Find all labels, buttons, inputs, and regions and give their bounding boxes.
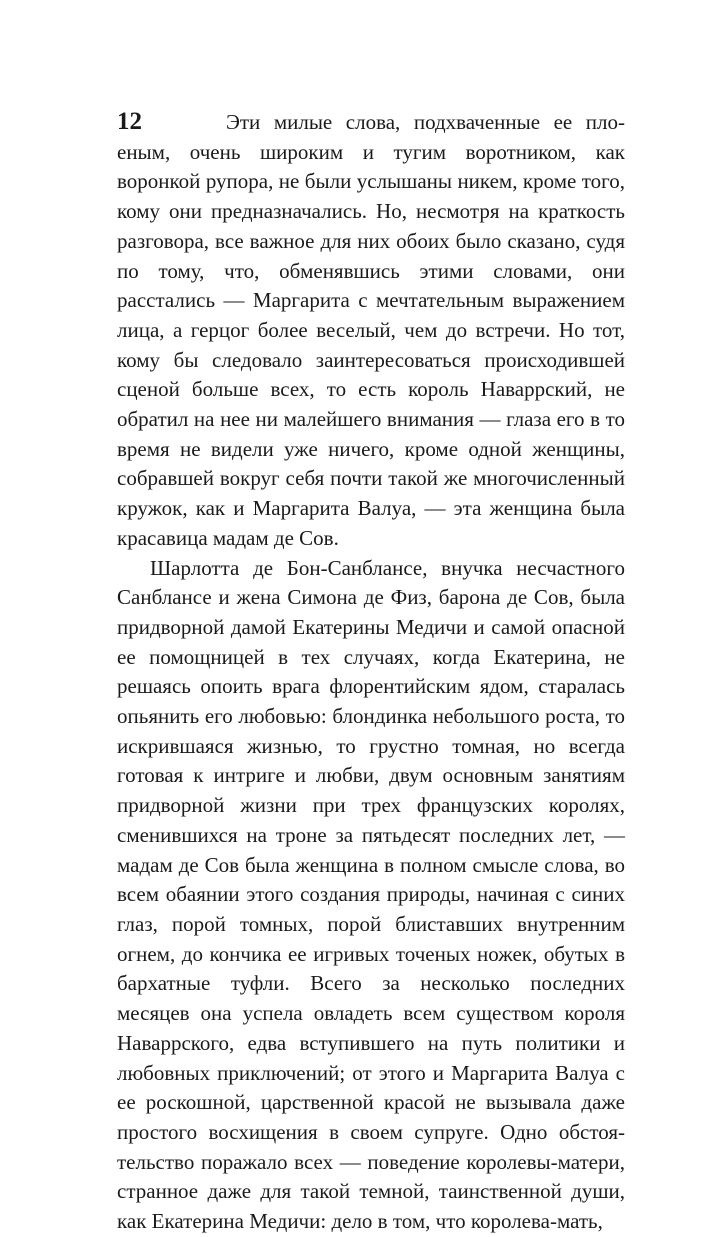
body-text (117, 108, 625, 1237)
paragraph-1: Эти милые слова, подхваченные ее плоеным, очень широким и тугим воротником, как воронкой рупора, не были услышаны никем, кроме того, кому они предназначались. Но, несмотря на краткость разговора, все важное для них обоих было сказано, судя по тому, что, обменявшись этими словами, они расстались — Маргарита с мечтательным выражением лица, а герцог более веселый, чем до встречи. Но тот, кому бы следовало заинтересоваться происходившей сценой больше всех, то есть король Наваррский, не обратил на нее ни малейшего внимания — глаза его в то время не видели уже ничего, кроме одной женщины, собравшей вокруг себя почти такой же многочисленный кружок, как и Маргарита Валуа, — эта женщина была красавица мадам де Сов. (117, 110, 625, 550)
page-number: 12 (117, 108, 142, 135)
paragraph-2: Шарлотта де Бон-Санблансе, внучка несчастного Санблансе и жена Симона де Физ, барона де Сов, была придворной дамой Екатерины Медичи и самой опасной ее помощницей в тех случаях, когда Екатерина, не решаясь опоить врага флорентийским ядом, старалась опьянить его любовью: блондинка небольшого роста, то искрившаяся жизнью, то грустно томная, но всегда готовая к интриге и любви, двум основным занятиям придворной жизни при трех французских королях, сменившихся на троне за пятьдесят последних лет, — мадам де Сов была женщина в полном смысле слова, во всем обаянии этого создания природы, начиная с синих глаз, порой томных, порой блиставших внутренним огнем, до кончика ее игривых точеных ножек, обутых в бархатные туфли. Всего за несколько последних месяцев она успела овладеть всем существом короля Наваррского, едва вступившего на путь политики и любовных приключений; от этого и Маргарита Валуа с ее роскошной, царственной красой не вызывала даже простого восхищения в своем супруге. Одно обстоятельство поражало всех — поведение королевы-матери, странное даже для такой темной, таинственной души, как Екатерина Медичи: дело в том, что королева-мать, (117, 555, 625, 1234)
